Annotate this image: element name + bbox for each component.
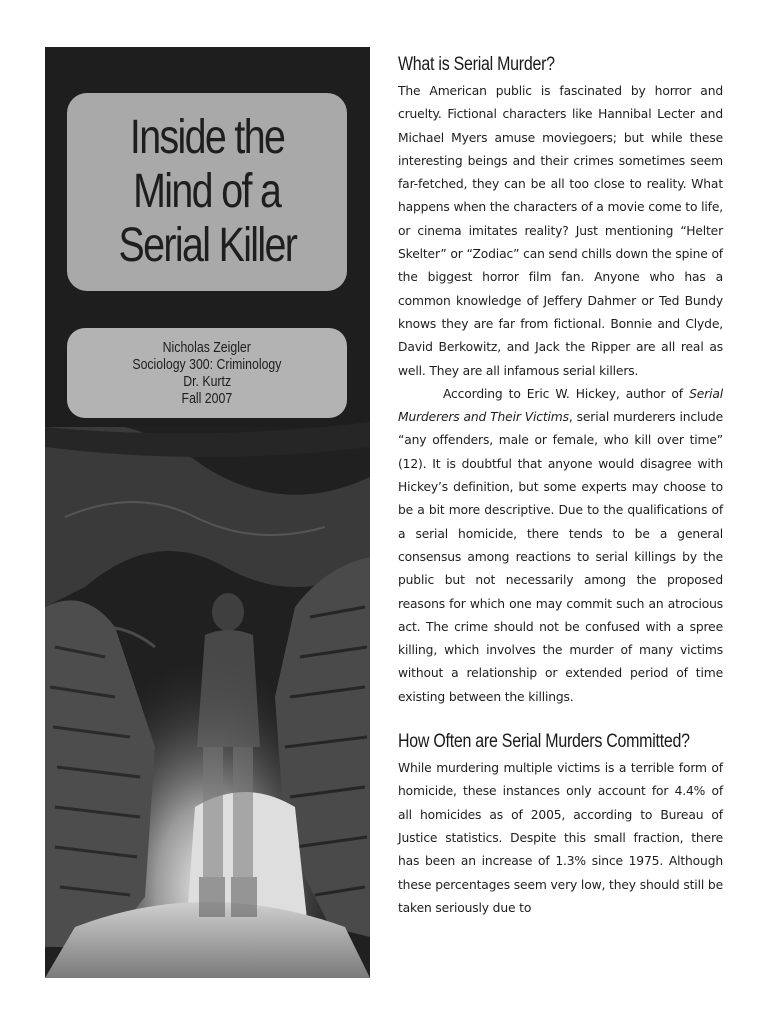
author-name: Nicholas Zeigler	[162, 339, 252, 356]
paragraph-hickey	[398, 383, 723, 709]
title-box	[67, 93, 347, 291]
book-title: Serial Murderers and Their Victims	[398, 386, 723, 425]
title-line-1: Inside the	[129, 111, 285, 164]
section-heading-how-often: How Often are Serial Murders Committed?	[398, 731, 690, 753]
article-column	[398, 50, 723, 920]
author-box	[67, 328, 347, 418]
instructor-name: Dr. Kurtz	[183, 373, 231, 390]
term: Fall 2007	[181, 390, 233, 407]
paragraph-hickey-start: According to Eric W. Hickey, author of	[443, 386, 690, 401]
cover-sidebar	[45, 47, 370, 978]
course-name: Sociology 300: Criminology	[132, 356, 282, 373]
title-line-3: Serial Killer	[118, 219, 296, 272]
paragraph-intro: The American public is fascinated by horror and cruelty. Fictional characters like Hannibal Lecter and Michael Myers amuse moviegoers; but while these interesting beings and their crimes sometimes seem far-fetched, they can be all too close to reality. What happens when the characters of a movie come to life, or cinema imitates reality? Just mentioning “Helter Skelter” or “Zodiac” can send chills down the spine of the biggest horror film fan. Anyone who has a common knowledge of Jeffery Dahmer or Ted Bundy knows they are far from fictional. Bonnie and Clyde, David Berkowitz, and Jack the Ripper are all real as well. They are all infamous serial killers.	[398, 84, 723, 378]
paragraph-hickey-end: , serial murderers include “any offenders, male or female, who kill over time” (12). It is doubtful that anyone would disagree with Hickey’s definition, but some experts may choose to be a bit more descriptive. Due to the qualifications of a serial homicide, there tends to be a general consensus among reactions to serial killings by the public but not necessarily among the proposed reasons for which one may commit such an atrocious act. The crime should not be confused with a spree killing, which involves the murder of many victims without a relationship or extended period of time existing between the killings.	[398, 410, 724, 704]
section-heading-what-is-serial-murder: What is Serial Murder?	[398, 54, 555, 75]
paragraph-statistics: While murdering multiple victims is a terrible form of homicide, these instances only account for 4.4% of all homicides as of 2005, according to Bureau of Justice statistics. Despite this small fraction, there has been an increase of 1.3% since 1975. Although these percentages seem very low, they should still be taken seriously due to	[398, 761, 723, 915]
title-line-2: Mind of a	[133, 165, 281, 218]
